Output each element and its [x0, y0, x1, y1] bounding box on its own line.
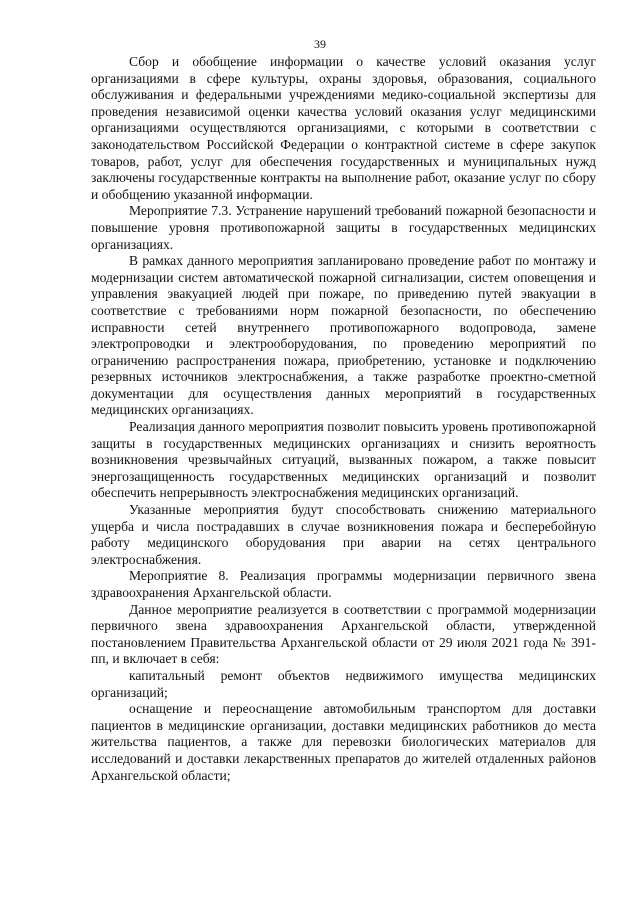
document-body: [91, 54, 596, 784]
paragraph-information-collection: Сбор и обобщение информации о качестве условий оказания услуг организациями в сфере культуры, охраны здоровья, образования, социального обслуживания и федеральными учреждениями медико-социальной экспертизы для проведения независимой оценки качества условий оказания услуг медицинскими организациями осуществляются организациями, с которыми в соответствии с законодательством Российской Федерации о контрактной системе в сфере закупок товаров, работ, услуг для обеспечения государственных и муниципальных нужд заключены государственные контракты на выполнение работ, оказание услуг по сбору и обобщению указанной информации.: [91, 54, 596, 202]
paragraph-fire-safety-result: Реализация данного мероприятия позволит повысить уровень противопожарной защиты в государственных медицинских организациях и снизить вероятность возникновения чрезвычайных ситуаций, вызванных пожаром, а также повысит энергозащищенность государственных медицинских организаций и позволит обеспечить непрерывность электроснабжения медицинских организаций.: [91, 419, 596, 501]
page-number: 39: [314, 37, 326, 51]
paragraph-capital-repair: капитальный ремонт объектов недвижимого имущества медицинских организаций;: [91, 667, 596, 700]
paragraph-fire-safety-works: В рамках данного мероприятия запланировано проведение работ по монтажу и модернизации систем автоматической пожарной сигнализации, систем оповещения и управления эвакуацией людей при пожаре, по приведению путей эвакуации в соответствие с требованиями норм пожарной безопасности, по обеспечению исправности сетей внутреннего противопожарного водопровода, замене электропроводки и электрооборудования, по проведению мероприятий по ограничению распространения пожара, приобретению, установке и подключению резервных источников электроснабжения, а также разработке проектно-сметной документации для осуществления данных мероприятий в государственных медицинских организациях.: [91, 253, 596, 418]
paragraph-measure-8-heading: Мероприятие 8. Реализация программы модернизации первичного звена здравоохранения Архангельской области.: [91, 568, 596, 600]
paragraph-modernization-program: Данное мероприятие реализуется в соответствии с программой модернизации первичного звена здравоохранения Архангельской области, утвержденной постановлением Правительства Архангельской области от 29 июля 2021 года № 391-пп, и включает в себя:: [91, 601, 596, 667]
paragraph-damage-reduction: Указанные мероприятия будут способствовать снижению материального ущерба и числа пострадавших в случае возникновения пожара и бесперебойную работу медицинского оборудования при аварии на сетях центрального электроснабжения.: [91, 502, 596, 567]
paragraph-vehicle-equipment: оснащение и переоснащение автомобильным транспортом для доставки пациентов в медицинские организации, доставки медицинских работников до места жительства пациентов, а также для перевозки биологических материалов для исследований и доставки лекарственных препаратов до жителей отдаленных районов Архангельской области;: [91, 701, 596, 783]
paragraph-measure-7-3-heading: Мероприятие 7.3. Устранение нарушений требований пожарной безопасности и повышение уровня противопожарной защиты в государственных медицинских организациях.: [91, 203, 596, 252]
